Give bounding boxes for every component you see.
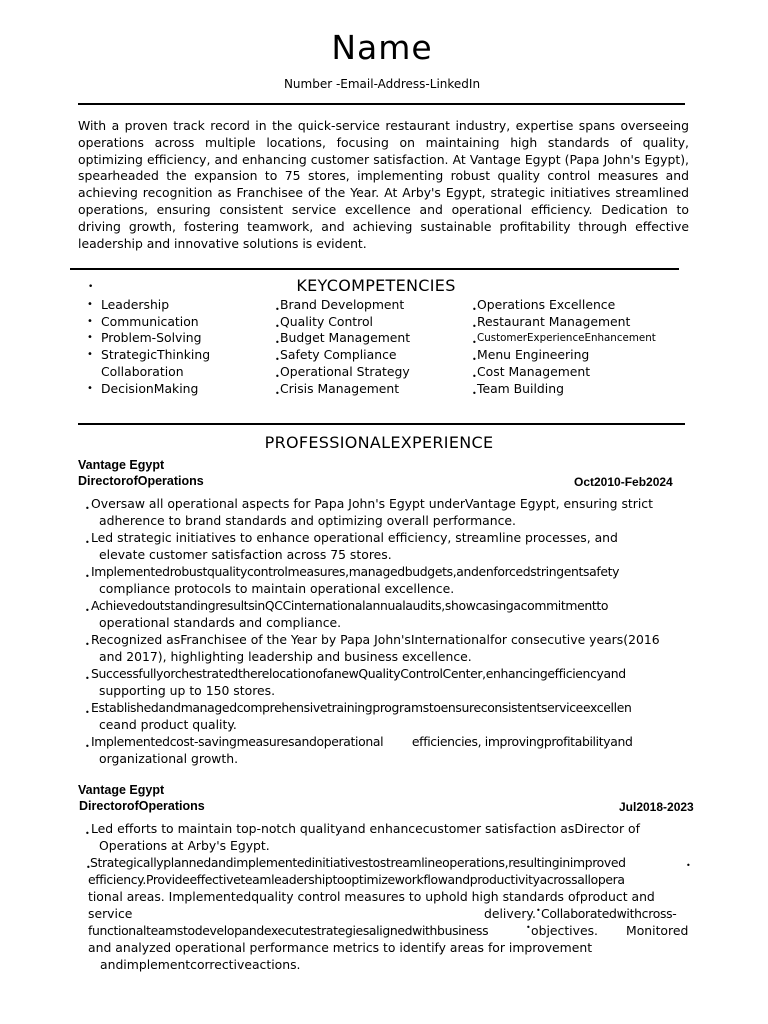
list-item: • Implementedrobustqualitycontrolmeasures,managedbudgets,andenforcedstringentsafety compliance protocols to maintain operational excellence. (85, 564, 620, 596)
job-bullets (85, 820, 691, 854)
competencies-title: KEYCOMPETENCIES (296, 276, 456, 295)
header-divider (78, 103, 685, 105)
competency-item: • Team Building (472, 380, 564, 398)
list-item: • Oversaw all operational aspects for Papa John's Egypt underVantage Egypt, ensuring strict adherence to brand standards and optimizing overall performance. (85, 496, 653, 528)
list-item: • Establishedandmanagedcomprehensivetrainingprogramstoensureconsistentserviceexcellen ceand product quality. (85, 700, 632, 732)
contact-line: Number -Email-Address-LinkedIn (283, 77, 481, 91)
paragraph-line: andimplementcorrectiveactions. (100, 957, 301, 972)
competency-item: • Menu Engineering (472, 347, 590, 365)
professional-summary: With a proven track record in the quick-service restaurant industry, expertise spans overseeing operations across multiple locations, focusing on maintaining high standards of quality, optimizing efficiency, and enhancing customer satisfaction. At Vantage Egypt (Papa John's Egypt), spearheaded the expansion to 75 stores, implementing robust quality control measures and achieving recognition as Franchisee of the Year. At Arby's Egypt, strategic initiatives streamlined operations, ensuring consistent service excellence and operational efficiency. Dedication to driving growth, fostering teamwork, and achieving sustainable profitability through effective leadership and innovative solutions is evident. (78, 118, 689, 251)
job-company: Vantage Egypt (78, 458, 165, 472)
stray-bullet: • (88, 282, 94, 292)
list-item: • AchievedoutstandingresultsinQCCinternationalannualaudits,showcasingacommitmentto operational standards and compliance. (85, 598, 609, 630)
job-dates: Jul2018-2023 (619, 800, 694, 814)
paragraph-line: tional areas. Implementedquality control measures to uphold high standards ofproduct and (88, 889, 655, 904)
list-item: • Led strategic initiatives to enhance operational efficiency, streamline processes, and elevate customer satisfaction across 75 stores. (85, 530, 618, 562)
paragraph-line: and analyzed operational performance metrics to identify areas for improvement (88, 940, 593, 955)
competency-item: • Operational Strategy (275, 363, 410, 381)
job-paragraph (88, 854, 691, 973)
competency-item: • Budget Management (275, 330, 411, 348)
competency-item: • Crisis Management (275, 380, 400, 398)
competency-item: • CustomerExperienceEnhancement (472, 332, 656, 348)
competencies-column-3 (472, 297, 656, 398)
experience-title: PROFESSIONALEXPERIENCE (264, 433, 494, 452)
competency-item: • Cost Management (472, 363, 591, 381)
competency-item: • Brand Development (275, 297, 405, 314)
competency-item: • Operations Excellence (472, 297, 616, 314)
competency-item: • Leadership (87, 297, 170, 312)
resume-name: Name (331, 28, 433, 67)
competency-item: • Restaurant Management (472, 313, 631, 331)
competencies-divider (78, 423, 685, 425)
paragraph-line: functionalteamstodevelopandexecutestrategiesalignedwithbusiness • objectives. Monitored (88, 923, 689, 938)
competency-item: • DecisionMaking (87, 380, 199, 396)
competencies-column-1 (87, 297, 211, 397)
job-role: DirectorofOperations (79, 799, 205, 813)
paragraph-line: efficiency.Provideeffectiveteamleadershiptooptimizeworkflowandproductivityacrossallopera (88, 872, 625, 887)
paragraph-line: service delivery. • Collaboratedwithcross- (88, 906, 677, 921)
job-dates: Oct2010-Feb2024 (574, 475, 673, 489)
job-bullets (85, 495, 689, 767)
competency-item: • Problem-Solving (87, 330, 202, 346)
list-item: • Implementedcost-savingmeasuresandoperational efficiencies, improvingprofitabilityand organizational growth. (85, 734, 633, 766)
competency-item: • StrategicThinking (87, 347, 211, 363)
paragraph-line: • Strategicallyplannedandimplementedinitiativestostreamlineoperations,resultinginimproved • (86, 855, 691, 872)
job-company: Vantage Egypt (78, 783, 165, 797)
competency-item: • Safety Compliance (275, 347, 397, 365)
competencies-column-2 (275, 297, 411, 398)
summary-divider (70, 268, 679, 270)
competency-item: • Communication (87, 313, 199, 329)
list-item: • Recognized asFranchisee of the Year by Papa John'sInternationalfor consecutive years(2016 and 2017), highlighting leadership and business excellence. (85, 632, 660, 664)
competency-item: • Quality Control (275, 313, 374, 331)
list-item: • Led efforts to maintain top-notch qualityand enhancecustomer satisfaction asDirector of Operations at Arby's Egypt. (85, 821, 640, 853)
job-role: DirectorofOperations (78, 474, 204, 488)
list-item: • SuccessfullyorchestratedtherelocationofanewQualityControlCenter,enhancingefficiencyand supporting up to 150 stores. (85, 666, 626, 698)
competency-item: Collaboration (101, 363, 184, 379)
